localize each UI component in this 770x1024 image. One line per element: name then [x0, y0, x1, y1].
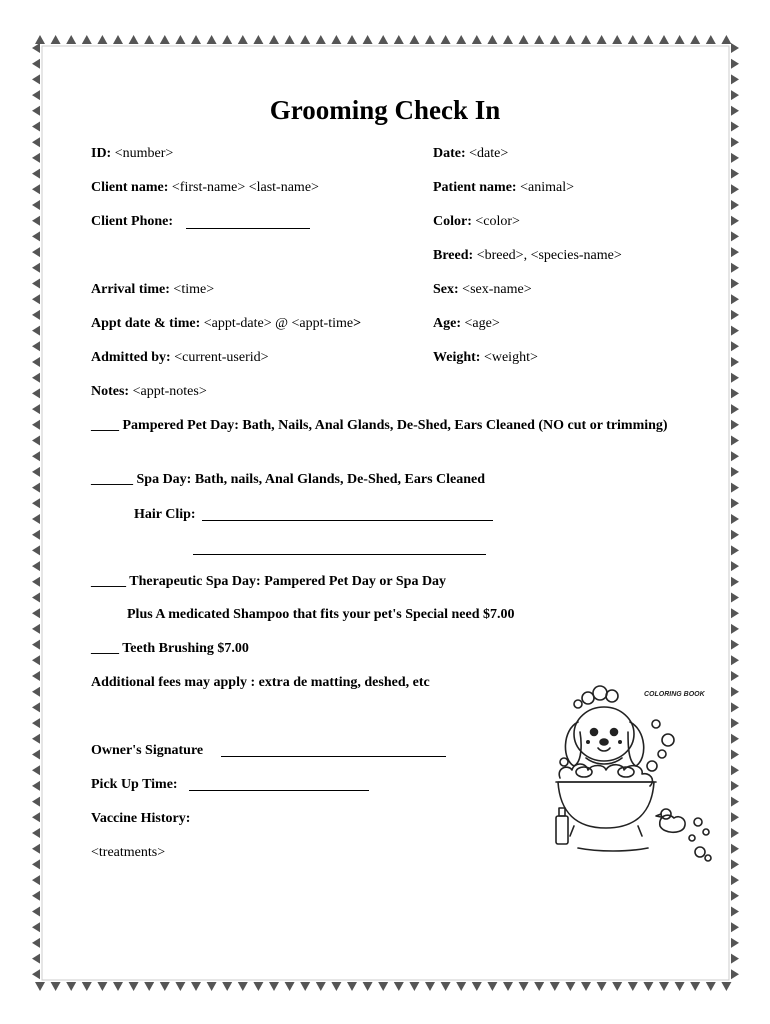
page-title: Grooming Check In: [269, 95, 501, 125]
client-name-field: Client name: <first-name> <last-name>: [91, 180, 319, 195]
additional-fees-note: Additional fees may apply : extra de matting, deshed, etc: [91, 675, 430, 690]
owner-signature-label: Owner's Signature: [91, 743, 204, 758]
client-phone-field: Client Phone:: [91, 214, 174, 229]
appt-field: Appt date & time: <appt-date> @ <appt-time>: [91, 316, 362, 331]
therapeutic-spa-option: _____ Therapeutic Spa Day: Pampered Pet Day or Spa Day: [91, 574, 447, 589]
notes-field: Notes: <appt-notes>: [91, 384, 207, 399]
patient-name-field: Patient name: <animal>: [433, 180, 574, 195]
owner-signature-line[interactable]: [221, 756, 446, 757]
puppy-bath-illustration: [548, 682, 720, 864]
age-field: Age: <age>: [433, 316, 500, 331]
pampered-pet-day-option: ____ Pampered Pet Day: Bath, Nails, Anal Glands, De-Shed, Ears Cleaned (NO cut or trimming): [91, 418, 668, 433]
breed-field: Breed: <breed>, <species-name>: [433, 248, 622, 263]
vaccine-history-label: Vaccine History:: [91, 811, 191, 826]
sex-field: Sex: <sex-name>: [433, 282, 532, 297]
therapeutic-plus-text: Plus A medicated Shampoo that fits your pet's Special need $7.00: [127, 607, 515, 622]
arrival-time-field: Arrival time: <time>: [91, 282, 215, 297]
color-field: Color: <color>: [433, 214, 520, 229]
teeth-brushing-option: ____ Teeth Brushing $7.00: [91, 641, 249, 656]
pickup-time-label: Pick Up Time:: [91, 777, 178, 792]
hair-clip-label: Hair Clip:: [134, 507, 196, 522]
pickup-time-line[interactable]: [189, 790, 369, 791]
admitted-by-field: Admitted by: <current-userid>: [91, 350, 269, 365]
treatments-placeholder: <treatments>: [91, 845, 166, 860]
spa-day-option: ______ Spa Day: Bath, nails, Anal Glands, De-Shed, Ears Cleaned: [91, 472, 486, 487]
coloring-book-caption: COLORING BOOK: [644, 691, 705, 698]
hair-clip-line-2[interactable]: [193, 554, 486, 555]
hair-clip-line[interactable]: [202, 520, 493, 521]
date-field: Date: <date>: [433, 146, 509, 161]
weight-field: Weight: <weight>: [433, 350, 538, 365]
id-field: ID: <number>: [91, 146, 174, 161]
client-phone-line[interactable]: [186, 228, 310, 229]
